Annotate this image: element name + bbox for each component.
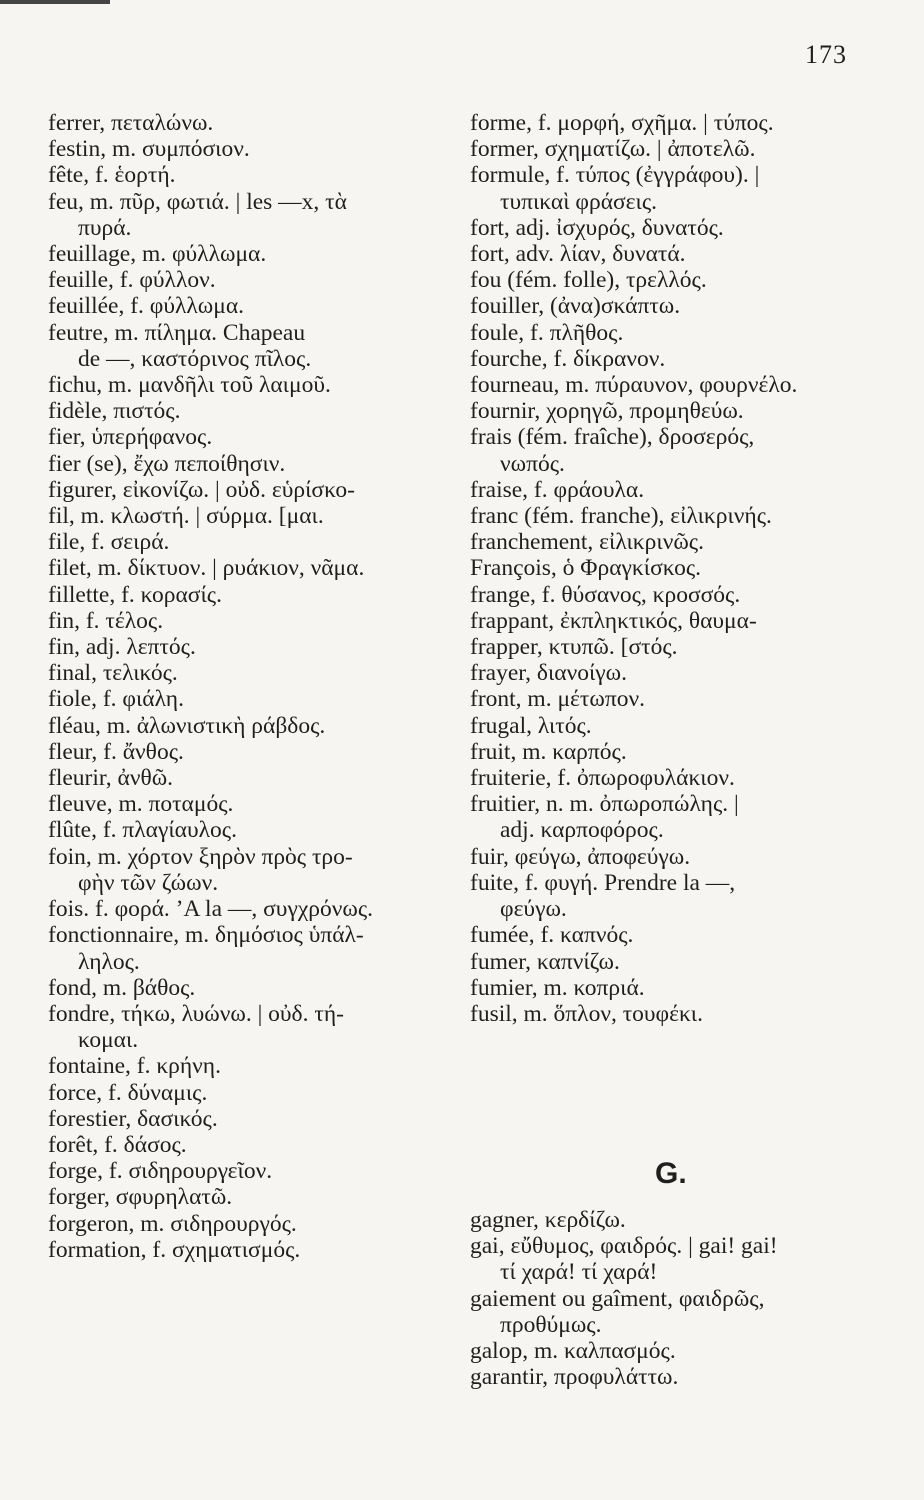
- dictionary-line: κομαι.: [78, 1027, 139, 1054]
- dictionary-line: fichu, m. μανδῆλι τοῦ λαιμοῦ.: [48, 372, 331, 399]
- dictionary-line: forestier, δασικός.: [48, 1105, 218, 1132]
- dictionary-line: fourche, f. δίκρανον.: [470, 345, 666, 372]
- dictionary-line: τυπικαὶ φράσεις.: [500, 188, 658, 215]
- dictionary-line: franchement, εἰλικρινῶς.: [470, 529, 704, 556]
- dictionary-line: feuillage, m. φύλλωμα.: [48, 241, 267, 268]
- g-entries-column: [470, 1207, 910, 1390]
- dictionary-line: νωπός.: [500, 450, 565, 477]
- dictionary-line: force, f. δύναμις.: [48, 1079, 208, 1106]
- dictionary-line: fillette, f. κορασίς.: [48, 581, 222, 608]
- page-number: 173: [805, 40, 847, 69]
- dictionary-line: fournir, χορηγῶ, προμηθεύω.: [470, 398, 744, 425]
- dictionary-line: fête, f. ἑορτή.: [48, 162, 176, 189]
- dictionary-line: fléau, m. ἀλωνιστικὴ ράβδος.: [48, 712, 326, 739]
- dictionary-line: feu, m. πῦρ, φωτιά. | les —x, τὰ: [48, 188, 347, 215]
- dictionary-line: feuillée, f. φύλλωμα.: [48, 293, 245, 320]
- left-column: [48, 110, 466, 1263]
- dictionary-line: flûte, f. πλαγίαυλος.: [48, 817, 237, 844]
- dictionary-line: file, f. σειρά.: [48, 529, 170, 556]
- dictionary-line: fraise, f. φράουλα.: [470, 476, 645, 503]
- dictionary-line: final, τελικός.: [48, 660, 178, 687]
- dictionary-line: gagner, κερδίζω.: [470, 1207, 626, 1233]
- dictionary-line: πυρά.: [78, 214, 132, 241]
- dictionary-line: ληλος.: [78, 948, 140, 975]
- dictionary-line: fouiller, (ἀνα)σκάπτω.: [470, 293, 681, 320]
- dictionary-line: forme, f. μορφή, σχῆμα. | τύπος.: [470, 110, 774, 136]
- dictionary-line: fin, f. τέλος.: [48, 607, 164, 634]
- dictionary-line: galop, m. καλπασμός.: [470, 1338, 676, 1365]
- dictionary-line: fin, adj. λεπτός.: [48, 634, 196, 661]
- dictionary-line: fois. f. φορά. ʼA la —, συγχρόνως.: [48, 896, 374, 923]
- dictionary-line: adj. καρποφόρος.: [500, 817, 664, 844]
- dictionary-line: fier, ὑπερήφανος.: [48, 424, 213, 451]
- dictionary-line: front, m. μέτωπον.: [470, 686, 645, 713]
- dictionary-line: fumer, καπνίζω.: [470, 948, 620, 975]
- dictionary-line: fonctionnaire, m. δημόσιος ὑπάλ-: [48, 922, 364, 949]
- dictionary-line: formation, f. σχηματισμός.: [48, 1236, 301, 1263]
- dictionary-line: forge, f. σιδηρουργεῖον.: [48, 1158, 273, 1185]
- dictionary-line: foin, m. χόρτον ξηρὸν πρὸς τρο-: [48, 843, 353, 870]
- dictionary-line: feuille, f. φύλλον.: [48, 267, 216, 294]
- dictionary-line: foule, f. πλῆθος.: [470, 319, 624, 346]
- dictionary-line: ferrer, πεταλώνω.: [48, 110, 214, 136]
- dictionary-line: fusil, m. ὅπλον, τουφέκι.: [470, 1000, 703, 1027]
- dictionary-line: fleuve, m. ποταμός.: [48, 791, 234, 818]
- dictionary-line: forgeron, m. σιδηρουργός.: [48, 1210, 297, 1237]
- dictionary-line: former, σχηματίζω. | ἀποτελῶ.: [470, 136, 756, 163]
- dictionary-line: fumier, m. κοπριά.: [470, 974, 645, 1001]
- dictionary-line: fier (se), ἔχω πεποίθησιν.: [48, 450, 286, 477]
- dictionary-line: formule, f. τύπος (ἐγγράφου). |: [470, 162, 760, 189]
- dictionary-line: festin, m. συμπόσιον.: [48, 136, 250, 163]
- dictionary-line: frange, f. θύσανος, κροσσός.: [470, 581, 741, 608]
- dictionary-line: fuite, f. φυγή. Prendre la —,: [470, 869, 736, 896]
- dictionary-line: frais (fém. fraîche), δροσερός,: [470, 424, 755, 451]
- dictionary-line: φὴν τῶν ζώων.: [78, 869, 219, 896]
- dictionary-line: fumée, f. καπνός.: [470, 922, 634, 949]
- dictionary-line: fort, adj. ἰσχυρός, δυνατός.: [470, 214, 724, 241]
- dictionary-line: de —, καστόρινος πῖλος.: [78, 345, 312, 372]
- dictionary-line: frapper, κτυπῶ. [στός.: [470, 634, 678, 661]
- dictionary-line: fruitier, n. m. ὀπωροπώλης. |: [470, 791, 739, 818]
- dictionary-line: frugal, λιτός.: [470, 712, 592, 739]
- dictionary-line: forêt, f. δάσος.: [48, 1131, 187, 1158]
- right-column: [470, 110, 910, 1027]
- dictionary-line: figurer, εἰκονίζω. | οὐδ. εὑρίσκο-: [48, 476, 355, 503]
- dictionary-line: feutre, m. πίλημα. Chapeau: [48, 319, 306, 346]
- dictionary-line: garantir, προφυλάττω.: [470, 1364, 679, 1391]
- dictionary-line: τί χαρά! τί χαρά!: [500, 1259, 658, 1286]
- dictionary-line: fuir, φεύγω, ἀποφεύγω.: [470, 843, 691, 870]
- dictionary-line: frappant, ἐκπληκτικός, θαυμα-: [470, 607, 757, 634]
- dictionary-line: fiole, f. φιάλη.: [48, 686, 184, 713]
- dictionary-line: fort, adv. λίαν, δυνατά.: [470, 241, 686, 268]
- dictionary-line: fruiterie, f. ὀπωροφυλάκιον.: [470, 765, 735, 792]
- dictionary-line: gai, εὔθυμος, φαιδρός. | gai! gai!: [470, 1233, 778, 1260]
- dictionary-line: προθύμως.: [500, 1311, 602, 1338]
- dictionary-line: fou (fém. folle), τρελλός.: [470, 267, 707, 294]
- dictionary-line: gaiement ou gaîment, φαιδρῶς,: [470, 1285, 765, 1312]
- dictionary-line: forger, σφυρηλατῶ.: [48, 1184, 233, 1211]
- dictionary-line: fleurir, ἀνθῶ.: [48, 765, 174, 792]
- dictionary-line: fleur, f. ἄνθος.: [48, 738, 184, 765]
- page-edge-mark: [0, 0, 110, 4]
- section-letter-g: G.: [655, 1157, 687, 1190]
- dictionary-line: fond, m. βάθος.: [48, 974, 196, 1001]
- dictionary-line: fruit, m. καρπός.: [470, 738, 627, 765]
- dictionary-line: fourneau, m. πύραυνον, φουρνέλο.: [470, 372, 798, 399]
- dictionary-line: filet, m. δίκτυον. | ρυάκιον, νᾶμα.: [48, 555, 365, 582]
- dictionary-line: fil, m. κλωστή. | σύρμα. [μαι.: [48, 503, 324, 530]
- dictionary-line: fontaine, f. κρήνη.: [48, 1053, 221, 1080]
- dictionary-line: franc (fém. franche), εἰλικρινής.: [470, 503, 772, 530]
- dictionary-line: François, ὁ Φραγκίσκος.: [470, 555, 701, 582]
- dictionary-line: fidèle, πιστός.: [48, 398, 181, 425]
- dictionary-line: fondre, τήκω, λυώνω. | οὐδ. τή-: [48, 1000, 344, 1027]
- dictionary-line: φεύγω.: [500, 896, 567, 923]
- dictionary-line: frayer, διανοίγω.: [470, 660, 628, 687]
